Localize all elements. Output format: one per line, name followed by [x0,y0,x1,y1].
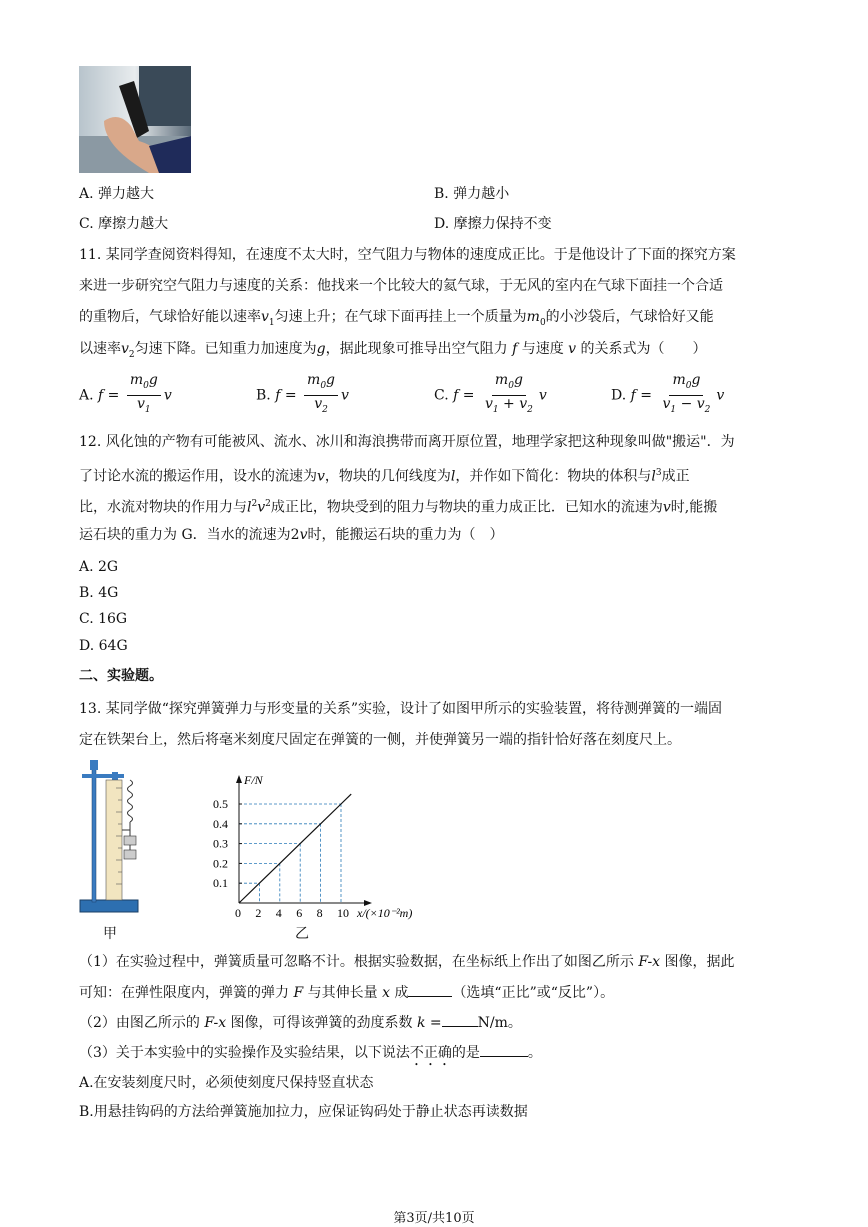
data-line [239,794,351,903]
y-tick-label: 0.5 [213,797,228,811]
answer-blank-2[interactable] [442,1026,478,1027]
page-footer: 第3页/共10页 [393,1211,475,1226]
y-tick-label: 0.2 [213,856,228,871]
x-tick-label: 4 [275,906,282,920]
q11-option-a: A. f = $\frac{m_0g}{v_1}$ v [79,372,172,415]
fx-graph [200,772,430,922]
q12-option-d: D. 64G [79,638,128,654]
y-tick-label: 0.4 [213,816,228,831]
apparatus-figure [78,758,142,920]
q13-part-2: （2）由图乙所示的 F-x 图像，可得该弹簧的劲度系数 k = N/m。 [79,1015,522,1031]
q10-option-a: A. 弹力越大 [79,186,155,202]
q13-line-1: 13. 某同学做“探究弹簧弹力与形变量的关系”实验，设计了如图甲所示的实验装置，将待测弹簧的一端固 [79,701,723,717]
y-tick-label: 0.3 [213,836,228,851]
q12-option-c: C. 16G [79,611,128,627]
x-tick-label: 2 [255,906,262,920]
x-tick-label: 6 [296,906,303,920]
y-tick-label: 0.1 [213,876,228,891]
q10-option-b: B. 弹力越小 [434,186,510,202]
q12-line-2: 了讨论水流的搬运作用，设水的流速为v，物块的几何线度为l，并作如下简化：物块的体积与$l^3$成正 [79,468,690,485]
q12-line-3: 比，水流对物块的作用力与$l^2v^2$成正比，物块受到的阻力与物块的重力成正比．已知水的流速为v时,能搬 [79,499,718,516]
q13-part-1-line-1: （1）在实验过程中，弹簧质量可忽略不计。根据实验数据，在坐标纸上作出了如图乙所示 F-x 图像，据此 [79,954,735,970]
q12-line-1: 12. 风化蚀的产物有可能被风、流水、冰川和海浪携带而离开原位置，地理学家把这种现象叫做"搬运"．为 [79,434,735,450]
q11-option-d: D. f = $\frac{m_0g}{v_1 - v_2}$ v [611,372,725,415]
q11-option-c: C. f = $\frac{m_0g}{v_1 + v_2}$ v [434,372,547,415]
q10-option-d: D. 摩擦力保持不变 [434,216,552,232]
q11-option-b: B. f = $\frac{m_0g}{v_2}$ v [256,372,349,415]
q13-part-1-line-2: 可知：在弹性限度内，弹簧的弹力 F 与其伸长量 x 成 （选填“正比”或“反比”）。 [79,985,615,1001]
q13-option-b: B.用悬挂钩码的方法给弹簧施加拉力，应保证钩码处于静止状态再读数据 [79,1104,528,1120]
q10-option-c: C. 摩擦力越大 [79,216,169,232]
phone-photo [79,66,191,173]
q12-option-a: A. 2G [79,559,119,575]
answer-blank-1[interactable] [408,996,452,997]
y-axis-label: F/N [244,773,263,787]
q12-option-b: B. 4G [79,585,119,601]
q13-line-2: 定在铁架台上，然后将毫米刻度尺固定在弹簧的一侧，并使弹簧另一端的指针恰好落在刻度尺上。 [79,732,681,748]
answer-blank-3[interactable] [480,1056,528,1057]
q11-line-2: 来进一步研究空气阻力与速度的关系：他找来一个比较大的氦气球，于无风的室内在气球下面挂一个合适 [79,278,723,294]
q12-line-4: 运石块的重力为 G．当水的流速为2v时，能搬运石块的重力为（ ） [79,527,504,543]
q13-part-3: （3）关于本实验中的实验操作及实验结果，以下说法不正确的是 。 [79,1045,542,1061]
q13-option-a: A.在安装刻度尺时，必须使刻度尺保持竖直状态 [79,1075,374,1091]
q11-line-3: 的重物后，气球恰好能以速率$v_1$匀速上升；在气球下面再挂上一个质量为$m_0$的小沙袋后，气球恰好又能 [79,309,714,328]
section-heading: 二、实验题。 [79,668,163,684]
x-tick-label: 8 [316,906,323,920]
x-tick-label: 10 [337,906,349,920]
x-axis-label: x/(×10⁻²m) [357,906,413,920]
q11-line-1: 11. 某同学查阅资料得知，在速度不太大时，空气阻力与物体的速度成正比。于是他设计了下面的探究方案 [79,247,736,263]
q11-line-4: 以速率$v_2$匀速下降。已知重力加速度为g，据此现象可推导出空气阻力 f 与速度 v 的关系式为（ ） [79,341,707,360]
figure-b-label: 乙 [295,926,309,942]
figure-a-label: 甲 [103,926,117,942]
x-tick-label: 0 [235,906,241,920]
